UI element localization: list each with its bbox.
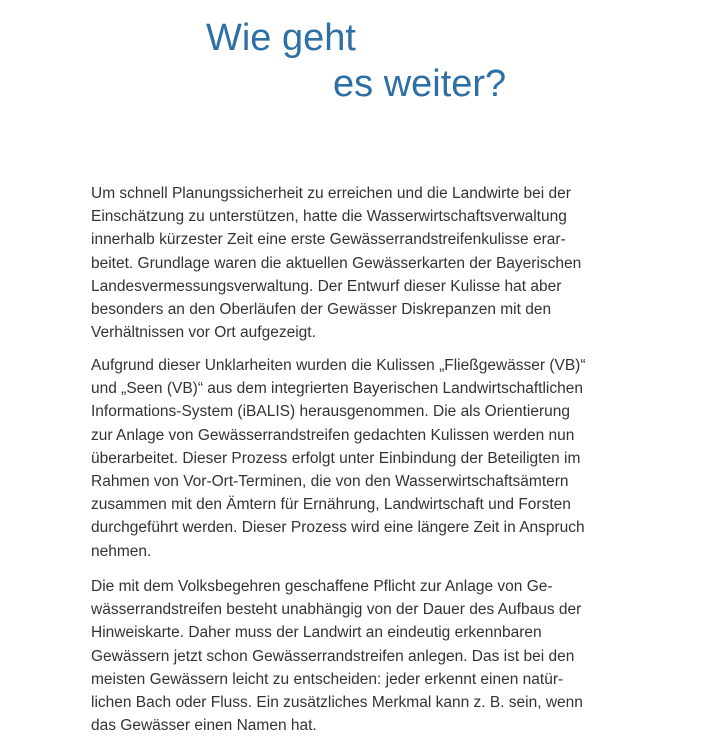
- text-line: nehmen.: [91, 542, 152, 560]
- paragraph-2: [91, 354, 631, 563]
- text-line: meisten Gewässern leicht zu entscheiden: jeder erkennt einen natür-: [91, 670, 564, 688]
- text-line: überarbeitet. Dieser Prozess erfolgt unter Einbindung der Beteiligten im: [91, 449, 581, 467]
- page-title-line-1: Wie geht: [206, 17, 356, 59]
- text-line: Hinweiskarte. Daher muss der Landwirt an eindeutig erkennbaren: [91, 624, 542, 642]
- text-line: Gewässern jetzt schon Gewässerrandstreifen anlegen. Das ist bei den: [91, 647, 575, 665]
- text-line: Einschätzung zu unterstützen, hatte die Wasserwirtschaftsverwaltung: [91, 208, 567, 226]
- text-line: lichen Bach oder Fluss. Ein zusätzliches Merkmal kann z. B. sein, wenn: [91, 694, 583, 712]
- text-line: und „Seen (VB)“ aus dem integrierten Bayerischen Landwirtschaftlichen: [91, 380, 583, 398]
- text-line: Die mit dem Volksbegehren geschaffene Pflicht zur Anlage von Ge-: [91, 578, 553, 595]
- text-line: Rahmen von Vor-Ort-Terminen, die von den Wasserwirtschaftsämtern: [91, 473, 569, 491]
- paragraph-3: [91, 575, 631, 737]
- page-title-line-2: es weiter?: [333, 63, 507, 105]
- text-line: durchgeführt werden. Dieser Prozess wird eine längere Zeit in Anspruch: [91, 519, 585, 537]
- text-line: das Gewässer einen Namen hat.: [91, 717, 317, 735]
- text-line: zur Anlage von Gewässerrandstreifen gedachten Kulissen werden nun: [91, 426, 575, 444]
- text-line: Informations-System (iBALIS) herausgenommen. Die als Orientierung: [91, 403, 570, 421]
- paragraph-1: [91, 182, 631, 344]
- text-line: innerhalb kürzester Zeit eine erste Gewässerrandstreifenkulisse erar-: [91, 231, 566, 249]
- text-line: wässerrandstreifen besteht unabhängig von der Dauer des Aufbaus der: [91, 601, 582, 619]
- text-line: Um schnell Planungssicherheit zu erreichen und die Landwirte bei der: [91, 185, 571, 202]
- text-line: Landesvermessungsverwaltung. Der Entwurf dieser Kulisse hat aber: [91, 277, 562, 295]
- text-line: zusammen mit den Ämtern für Ernährung, Landwirtschaft und Forsten: [91, 496, 571, 514]
- text-line: besonders an den Oberläufen der Gewässer Diskrepanzen mit den: [91, 301, 552, 319]
- text-line: beitet. Grundlage waren die aktuellen Gewässerkarten der Bayerischen: [91, 254, 582, 272]
- text-line: Aufgrund dieser Unklarheiten wurden die Kulissen „Fließgewässer (VB)“: [91, 357, 586, 374]
- text-line: Verhältnissen vor Ort aufgezeigt.: [91, 324, 316, 342]
